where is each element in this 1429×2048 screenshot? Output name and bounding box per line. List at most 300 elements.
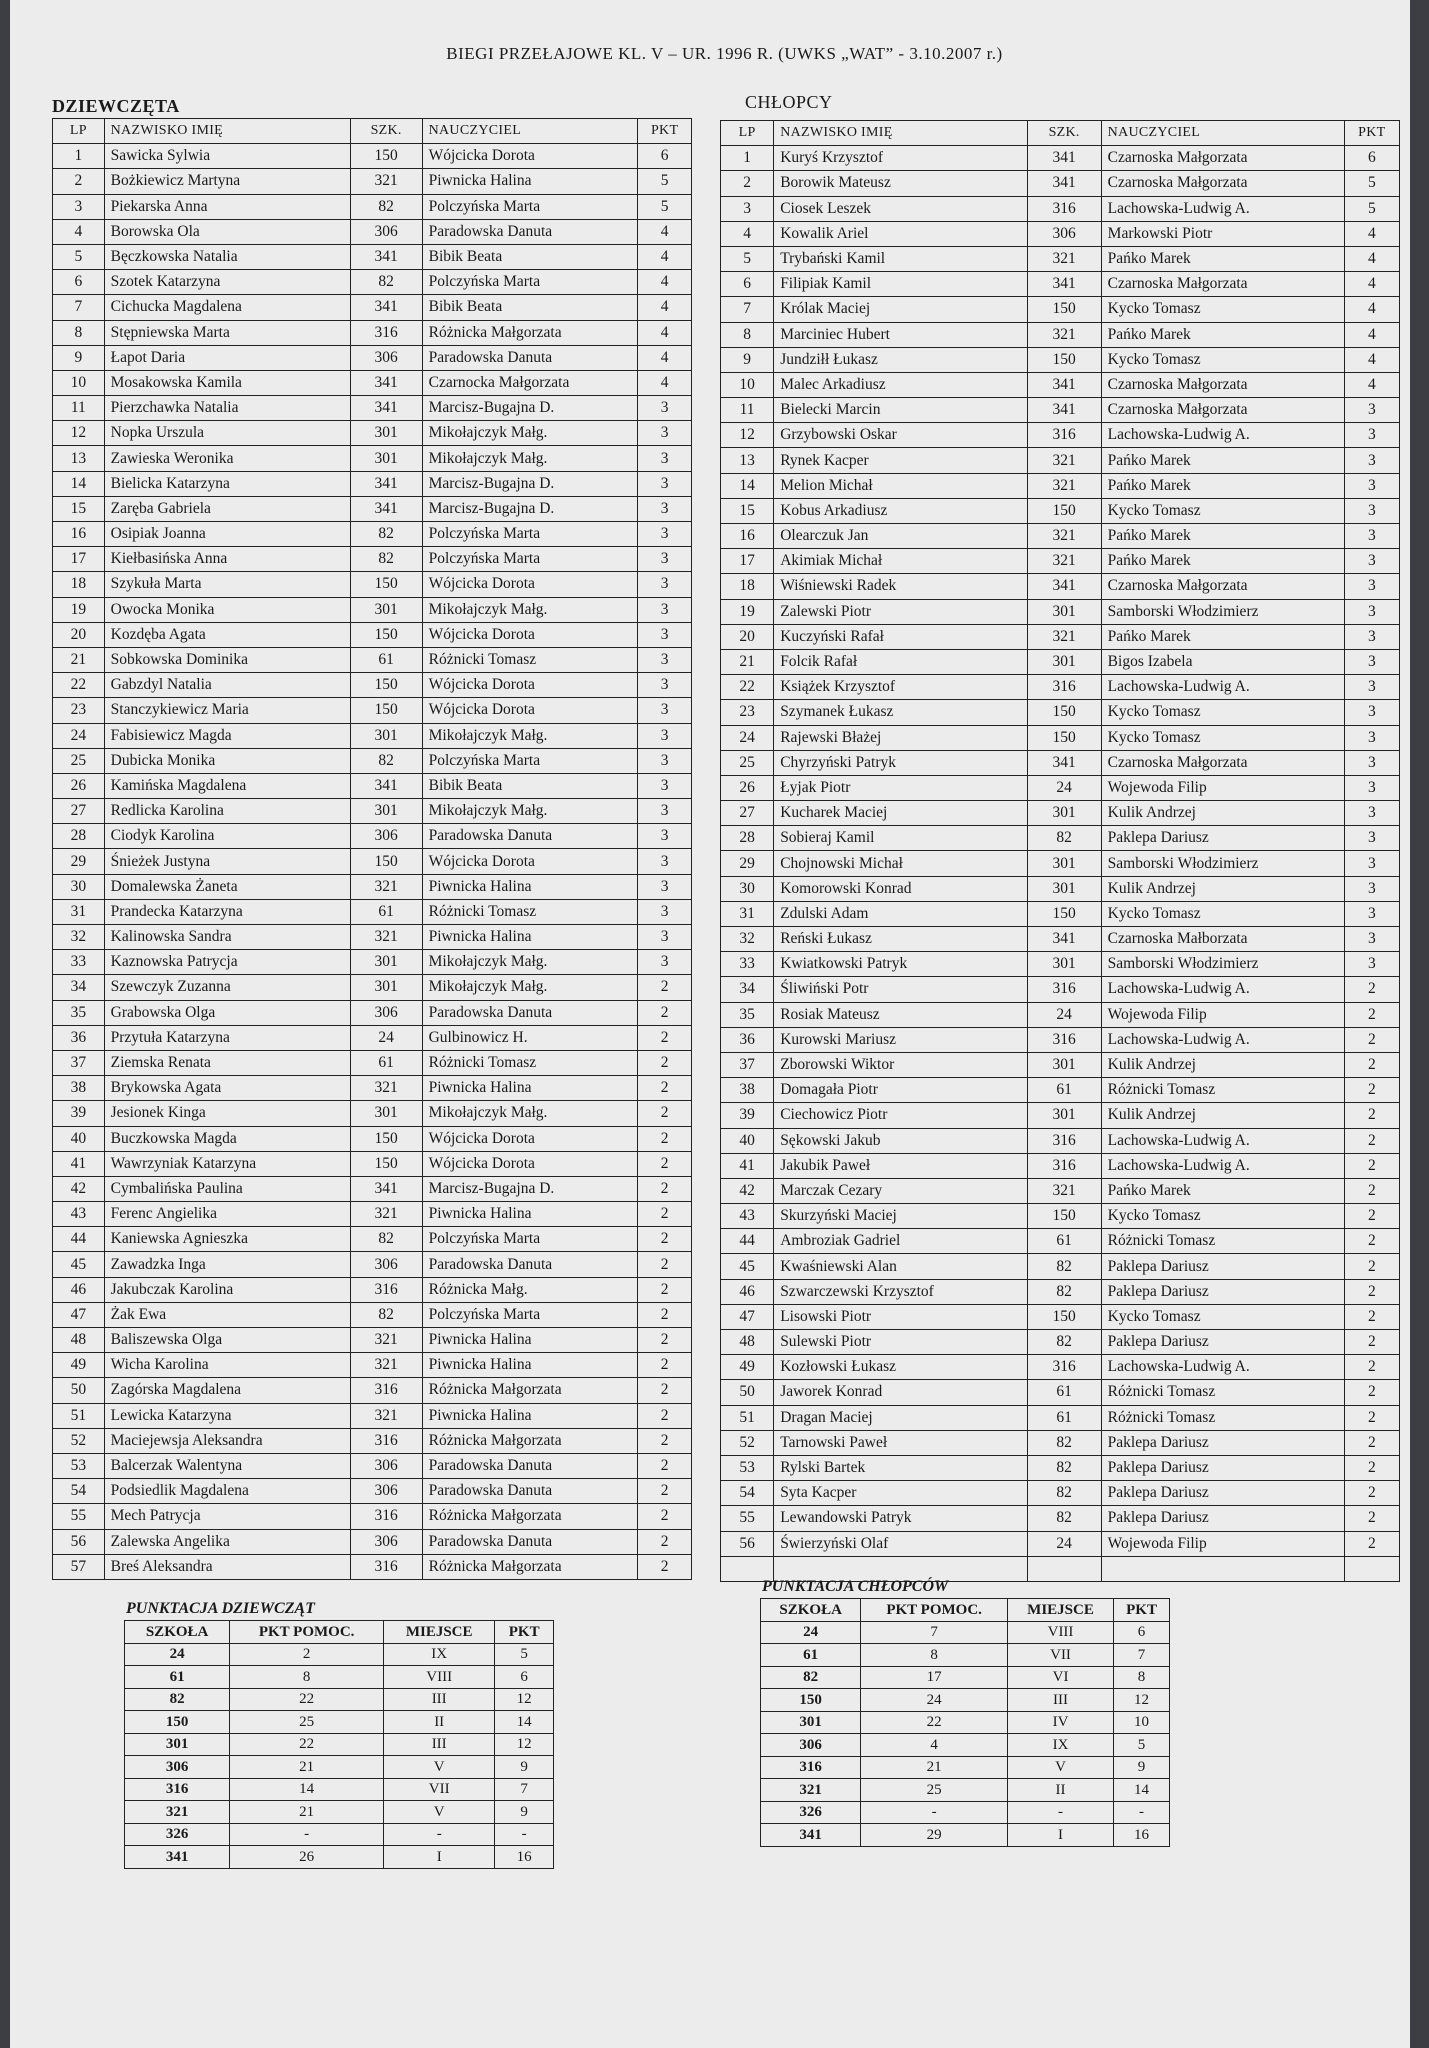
cell-name: Królak Maciej: [774, 297, 1027, 322]
table-row: [721, 1531, 1400, 1556]
cell-school: 150: [350, 1126, 422, 1151]
cell-name: Dubicka Monika: [104, 748, 350, 773]
cell-name: Lewicka Katarzyna: [104, 1403, 350, 1428]
cell-school: 82: [1027, 1455, 1101, 1480]
table-row: [761, 1711, 1170, 1734]
cell-lp: 26: [721, 775, 774, 800]
cell-lp: 41: [721, 1153, 774, 1178]
cell-teacher: Lachowska-Ludwig A.: [1101, 977, 1344, 1002]
cell-lp: 19: [53, 597, 105, 622]
cell-teacher: Kycko Tomasz: [1101, 1204, 1344, 1229]
table-row: [53, 1403, 692, 1428]
cell-name: Mech Patrycja: [104, 1504, 350, 1529]
cell-points: 3: [638, 773, 692, 798]
table-row: [53, 874, 692, 899]
cell-school: 316: [1027, 1153, 1101, 1178]
cell-teacher: Polczyńska Marta: [422, 547, 638, 572]
cell-aux-points: 22: [861, 1711, 1008, 1734]
cell-school: 326: [761, 1801, 861, 1824]
cell-name: Pierzchawka Natalia: [104, 396, 350, 421]
cell-teacher: Wójcicka Dorota: [422, 572, 638, 597]
cell-name: Owocka Monika: [104, 597, 350, 622]
cell-name: Borowska Ola: [104, 219, 350, 244]
cell-name: Sobkowska Dominika: [104, 647, 350, 672]
cell-points: 5: [495, 1643, 554, 1666]
cell-points: 3: [638, 748, 692, 773]
cell-school: 341: [350, 396, 422, 421]
cell-name: Kalinowska Sandra: [104, 925, 350, 950]
cell-lp: 36: [53, 1025, 105, 1050]
table-row: [125, 1688, 554, 1711]
cell-school: 321: [350, 1403, 422, 1428]
cell-name: Akimiak Michał: [774, 549, 1027, 574]
table-row: [721, 1027, 1400, 1052]
table-row: [721, 927, 1400, 952]
cell-teacher: Pańko Marek: [1101, 1178, 1344, 1203]
cell-school: 321: [350, 925, 422, 950]
header-aux-points: PKT POMOC.: [861, 1599, 1008, 1622]
cell-points: 3: [1344, 423, 1399, 448]
cell-school: 301: [1027, 1103, 1101, 1128]
cell-points: 3: [638, 925, 692, 950]
cell-aux-points: 24: [861, 1689, 1008, 1712]
cell-name: Kuryś Krzysztof: [774, 146, 1027, 171]
cell-teacher: Różnicka Małgorzata: [422, 1554, 638, 1579]
cell-points: 2: [1344, 1103, 1399, 1128]
cell-name: Żak Ewa: [104, 1302, 350, 1327]
cell-lp: 20: [721, 624, 774, 649]
cell-points: 2: [1344, 1481, 1399, 1506]
cell-points: 2: [1344, 1002, 1399, 1027]
cell-points: 2: [1344, 1430, 1399, 1455]
cell-name: Śliwiński Potr: [774, 977, 1027, 1002]
cell-points: 3: [638, 723, 692, 748]
table-row: [53, 1000, 692, 1025]
table-row: [53, 723, 692, 748]
cell-lp: 16: [721, 524, 774, 549]
cell-teacher: Piwnicka Halina: [422, 1202, 638, 1227]
cell-points: 2: [638, 1076, 692, 1101]
table-row: [721, 1355, 1400, 1380]
table-row: [53, 925, 692, 950]
cell-teacher: Paradowska Danuta: [422, 219, 638, 244]
cell-name: Marczak Cezary: [774, 1178, 1027, 1203]
table-row: [761, 1689, 1170, 1712]
table-header-row: [761, 1599, 1170, 1622]
cell-points: 3: [638, 396, 692, 421]
cell-teacher: Lachowska-Ludwig A.: [1101, 1128, 1344, 1153]
cell-lp: 32: [53, 925, 105, 950]
cell-name: Łapot Daria: [104, 345, 350, 370]
cell-points: 2: [1344, 977, 1399, 1002]
cell-place: II: [1007, 1779, 1113, 1802]
girls-results-table: [52, 118, 692, 1580]
cell-name: Wiśniewski Radek: [774, 574, 1027, 599]
table-row: [53, 748, 692, 773]
cell-school: 316: [1027, 977, 1101, 1002]
cell-school: 321: [1027, 1178, 1101, 1203]
cell-school: 321: [1027, 473, 1101, 498]
cell-teacher: Wójcicka Dorota: [422, 673, 638, 698]
cell-teacher: Lachowska-Ludwig A.: [1101, 1355, 1344, 1380]
cell-school: 321: [1027, 322, 1101, 347]
cell-school: 82: [1027, 1254, 1101, 1279]
cell-school: 341: [1027, 398, 1101, 423]
cell-points: 3: [1344, 398, 1399, 423]
table-row: [53, 1252, 692, 1277]
table-row: [721, 549, 1400, 574]
cell-points: 2: [1344, 1204, 1399, 1229]
cell-school: 301: [125, 1733, 230, 1756]
cell-points: 4: [638, 219, 692, 244]
cell-lp: 31: [53, 899, 105, 924]
cell-school: 301: [1027, 952, 1101, 977]
table-row: [721, 952, 1400, 977]
cell-school: 341: [350, 370, 422, 395]
cell-name: Wicha Karolina: [104, 1353, 350, 1378]
cell-points: 5: [1114, 1734, 1170, 1757]
cell-place: VII: [384, 1778, 495, 1801]
cell-points: 4: [638, 345, 692, 370]
cell-teacher: Pańko Marek: [1101, 448, 1344, 473]
cell-school: 316: [350, 1504, 422, 1529]
cell-teacher: Czarnoska Małgorzata: [1101, 398, 1344, 423]
cell-lp: 29: [53, 849, 105, 874]
cell-teacher: Paradowska Danuta: [422, 1479, 638, 1504]
table-row: [721, 750, 1400, 775]
table-row: [53, 1428, 692, 1453]
table-row: [53, 1554, 692, 1579]
table-row: [53, 345, 692, 370]
cell-points: 2: [638, 1252, 692, 1277]
cell-school: 341: [350, 295, 422, 320]
cell-school: 150: [1027, 1304, 1101, 1329]
cell-lp: 8: [53, 320, 105, 345]
cell-teacher: Paradowska Danuta: [422, 1453, 638, 1478]
cell-points: 2: [638, 1554, 692, 1579]
cell-points: 12: [495, 1688, 554, 1711]
table-row: [53, 1202, 692, 1227]
cell-points: 3: [638, 673, 692, 698]
table-row: [721, 1254, 1400, 1279]
table-row: [53, 1050, 692, 1075]
cell-lp: 57: [53, 1554, 105, 1579]
cell-school: 301: [350, 799, 422, 824]
cell-school: [1027, 1556, 1101, 1581]
cell-points: 7: [1114, 1644, 1170, 1667]
cell-name: Jakubik Paweł: [774, 1153, 1027, 1178]
cell-points: 2: [638, 1529, 692, 1554]
cell-place: I: [1007, 1824, 1113, 1847]
cell-points: 5: [638, 169, 692, 194]
header-name: NAZWISKO IMIĘ: [104, 119, 350, 144]
cell-points: 3: [638, 647, 692, 672]
cell-points: 2: [638, 1328, 692, 1353]
cell-place: -: [1007, 1801, 1113, 1824]
table-row: [721, 322, 1400, 347]
cell-school: 341: [1027, 372, 1101, 397]
cell-school: 341: [1027, 927, 1101, 952]
cell-points: 2: [638, 1025, 692, 1050]
cell-lp: 3: [53, 194, 105, 219]
cell-name: Szewczyk Zuzanna: [104, 975, 350, 1000]
cell-name: Kucharek Maciej: [774, 801, 1027, 826]
cell-lp: 32: [721, 927, 774, 952]
cell-lp: 44: [721, 1229, 774, 1254]
cell-lp: 33: [53, 950, 105, 975]
cell-teacher: Gulbinowicz H.: [422, 1025, 638, 1050]
table-row: [53, 522, 692, 547]
cell-lp: 10: [721, 372, 774, 397]
cell-school: 341: [350, 496, 422, 521]
table-row: [721, 876, 1400, 901]
table-row: [53, 1126, 692, 1151]
table-row: [53, 1529, 692, 1554]
girls-score-label: PUNKTACJA DZIEWCZĄT: [126, 1600, 315, 1617]
cell-teacher: Kycko Tomasz: [1101, 347, 1344, 372]
cell-lp: 37: [721, 1052, 774, 1077]
cell-teacher: Pańko Marek: [1101, 473, 1344, 498]
cell-lp: 15: [53, 496, 105, 521]
cell-teacher: Samborski Włodzimierz: [1101, 851, 1344, 876]
cell-place: VII: [1007, 1644, 1113, 1667]
cell-lp: 53: [53, 1453, 105, 1478]
cell-lp: 11: [721, 398, 774, 423]
cell-school: 82: [350, 1227, 422, 1252]
cell-lp: 49: [53, 1353, 105, 1378]
cell-school: 301: [350, 1101, 422, 1126]
cell-teacher: Kycko Tomasz: [1101, 725, 1344, 750]
cell-school: 306: [350, 1529, 422, 1554]
cell-lp: 10: [53, 370, 105, 395]
cell-name: Domagała Piotr: [774, 1078, 1027, 1103]
cell-name: Cymbalińska Paulina: [104, 1176, 350, 1201]
cell-school: 301: [350, 597, 422, 622]
cell-place: III: [1007, 1689, 1113, 1712]
cell-place: -: [384, 1823, 495, 1846]
table-row: [761, 1644, 1170, 1667]
cell-teacher: Kycko Tomasz: [1101, 700, 1344, 725]
cell-name: Ferenc Angielika: [104, 1202, 350, 1227]
cell-school: 341: [1027, 171, 1101, 196]
cell-teacher: Różnicki Tomasz: [422, 647, 638, 672]
cell-school: 150: [350, 1151, 422, 1176]
cell-school: 82: [1027, 1506, 1101, 1531]
cell-lp: 46: [721, 1279, 774, 1304]
cell-teacher: Samborski Włodzimierz: [1101, 952, 1344, 977]
cell-teacher: Paradowska Danuta: [422, 1252, 638, 1277]
cell-aux-points: 21: [230, 1801, 384, 1824]
cell-school: 321: [1027, 246, 1101, 271]
cell-name: Tarnowski Paweł: [774, 1430, 1027, 1455]
cell-name: Podsiedlik Magdalena: [104, 1479, 350, 1504]
cell-points: 8: [1114, 1666, 1170, 1689]
cell-points: 3: [1344, 649, 1399, 674]
cell-points: 9: [495, 1801, 554, 1824]
table-row: [721, 901, 1400, 926]
cell-points: 16: [495, 1846, 554, 1869]
girls-section-label: DZIEWCZĘTA: [52, 96, 180, 116]
cell-points: 6: [638, 144, 692, 169]
cell-points: 2: [1344, 1153, 1399, 1178]
cell-lp: 14: [53, 471, 105, 496]
cell-lp: 29: [721, 851, 774, 876]
cell-points: 3: [1344, 700, 1399, 725]
cell-name: Filipiak Kamil: [774, 272, 1027, 297]
cell-name: Rylski Bartek: [774, 1455, 1027, 1480]
cell-points: 3: [638, 572, 692, 597]
cell-lp: 17: [53, 547, 105, 572]
cell-lp: 40: [721, 1128, 774, 1153]
cell-teacher: Czarnoska Małgorzata: [1101, 171, 1344, 196]
cell-teacher: Lachowska-Ludwig A.: [1101, 1027, 1344, 1052]
cell-name: Ciodyk Karolina: [104, 824, 350, 849]
table-row: [53, 622, 692, 647]
cell-school: 341: [350, 773, 422, 798]
table-row: [721, 1204, 1400, 1229]
cell-points: 12: [1114, 1689, 1170, 1712]
cell-lp: 48: [53, 1328, 105, 1353]
table-row: [721, 1002, 1400, 1027]
header-school: SZK.: [1027, 121, 1101, 146]
cell-teacher: Wojewoda Filip: [1101, 1531, 1344, 1556]
cell-place: V: [384, 1801, 495, 1824]
table-row: [53, 1353, 692, 1378]
cell-lp: 28: [53, 824, 105, 849]
cell-points: 9: [1114, 1756, 1170, 1779]
cell-teacher: Polczyńska Marta: [422, 1227, 638, 1252]
cell-name: Lewandowski Patryk: [774, 1506, 1027, 1531]
cell-points: 2: [638, 1428, 692, 1453]
cell-lp: 42: [721, 1178, 774, 1203]
cell-lp: 18: [53, 572, 105, 597]
cell-name: Chojnowski Michał: [774, 851, 1027, 876]
cell-place: VIII: [384, 1666, 495, 1689]
cell-teacher: Czarnocka Małgorzata: [422, 370, 638, 395]
cell-school: 321: [350, 1202, 422, 1227]
cell-points: 2: [638, 1202, 692, 1227]
cell-lp: 34: [53, 975, 105, 1000]
table-row: [53, 950, 692, 975]
table-row: [53, 799, 692, 824]
cell-school: 301: [350, 421, 422, 446]
cell-points: 2: [1344, 1279, 1399, 1304]
cell-school: 301: [1027, 1052, 1101, 1077]
table-row: [721, 675, 1400, 700]
cell-teacher: Marcisz-Bugajna D.: [422, 1176, 638, 1201]
cell-teacher: Bibik Beata: [422, 244, 638, 269]
cell-lp: 39: [53, 1101, 105, 1126]
cell-points: 3: [1344, 549, 1399, 574]
cell-lp: 50: [53, 1378, 105, 1403]
cell-points: 4: [1344, 322, 1399, 347]
cell-aux-points: 4: [861, 1734, 1008, 1757]
cell-teacher: Bigos Izabela: [1101, 649, 1344, 674]
cell-school: 316: [1027, 1027, 1101, 1052]
cell-teacher: Kycko Tomasz: [1101, 498, 1344, 523]
cell-school: 341: [761, 1824, 861, 1847]
cell-points: 2: [638, 975, 692, 1000]
cell-points: 2: [638, 1050, 692, 1075]
cell-name: Kaznowska Patrycja: [104, 950, 350, 975]
cell-points: 4: [638, 270, 692, 295]
cell-lp: 24: [721, 725, 774, 750]
cell-teacher: Mikołajczyk Małg.: [422, 799, 638, 824]
cell-lp: 47: [53, 1302, 105, 1327]
cell-points: 2: [1344, 1254, 1399, 1279]
cell-points: 10: [1114, 1711, 1170, 1734]
cell-teacher: Polczyńska Marta: [422, 270, 638, 295]
cell-lp: 6: [721, 272, 774, 297]
cell-teacher: Wójcicka Dorota: [422, 849, 638, 874]
cell-teacher: Piwnicka Halina: [422, 874, 638, 899]
cell-points: 3: [638, 698, 692, 723]
cell-lp: 56: [721, 1531, 774, 1556]
cell-points: 2: [1344, 1304, 1399, 1329]
table-row: [721, 398, 1400, 423]
cell-name: Mosakowska Kamila: [104, 370, 350, 395]
cell-name: Przytuła Katarzyna: [104, 1025, 350, 1050]
cell-teacher: Wójcicka Dorota: [422, 698, 638, 723]
cell-school: 341: [1027, 146, 1101, 171]
cell-school: 306: [350, 345, 422, 370]
cell-teacher: Różnicka Małgorzata: [422, 320, 638, 345]
cell-school: 321: [1027, 624, 1101, 649]
cell-lp: 3: [721, 196, 774, 221]
cell-points: 3: [638, 849, 692, 874]
cell-teacher: Markowski Piotr: [1101, 221, 1344, 246]
cell-points: 6: [1344, 146, 1399, 171]
table-row: [53, 169, 692, 194]
table-row: [53, 194, 692, 219]
cell-school: 61: [761, 1644, 861, 1667]
cell-name: Ziemska Renata: [104, 1050, 350, 1075]
table-row: [721, 1078, 1400, 1103]
table-row: [125, 1823, 554, 1846]
cell-points: 3: [1344, 801, 1399, 826]
table-row: [721, 146, 1400, 171]
cell-points: 2: [638, 1353, 692, 1378]
table-row: [53, 1227, 692, 1252]
cell-aux-points: 14: [230, 1778, 384, 1801]
cell-teacher: Wojewoda Filip: [1101, 1002, 1344, 1027]
cell-points: 3: [638, 446, 692, 471]
table-row: [53, 496, 692, 521]
cell-school: 316: [1027, 1355, 1101, 1380]
cell-teacher: Paradowska Danuta: [422, 1000, 638, 1025]
header-points: PKT: [638, 119, 692, 144]
cell-points: 4: [1344, 372, 1399, 397]
table-row: [721, 1103, 1400, 1128]
cell-teacher: Marcisz-Bugajna D.: [422, 471, 638, 496]
cell-lp: 27: [53, 799, 105, 824]
boys-section-label: CHŁOPCY: [745, 92, 833, 112]
cell-lp: 19: [721, 599, 774, 624]
cell-lp: 41: [53, 1151, 105, 1176]
cell-school: 61: [1027, 1229, 1101, 1254]
cell-lp: 51: [721, 1405, 774, 1430]
cell-school: 24: [350, 1025, 422, 1050]
header-lp: LP: [721, 121, 774, 146]
cell-lp: 45: [721, 1254, 774, 1279]
cell-lp: 23: [721, 700, 774, 725]
cell-name: Balcerzak Walentyna: [104, 1453, 350, 1478]
cell-points: 3: [638, 950, 692, 975]
cell-teacher: Mikołajczyk Małg.: [422, 975, 638, 1000]
table-row: [721, 297, 1400, 322]
cell-lp: 51: [53, 1403, 105, 1428]
cell-lp: 4: [721, 221, 774, 246]
